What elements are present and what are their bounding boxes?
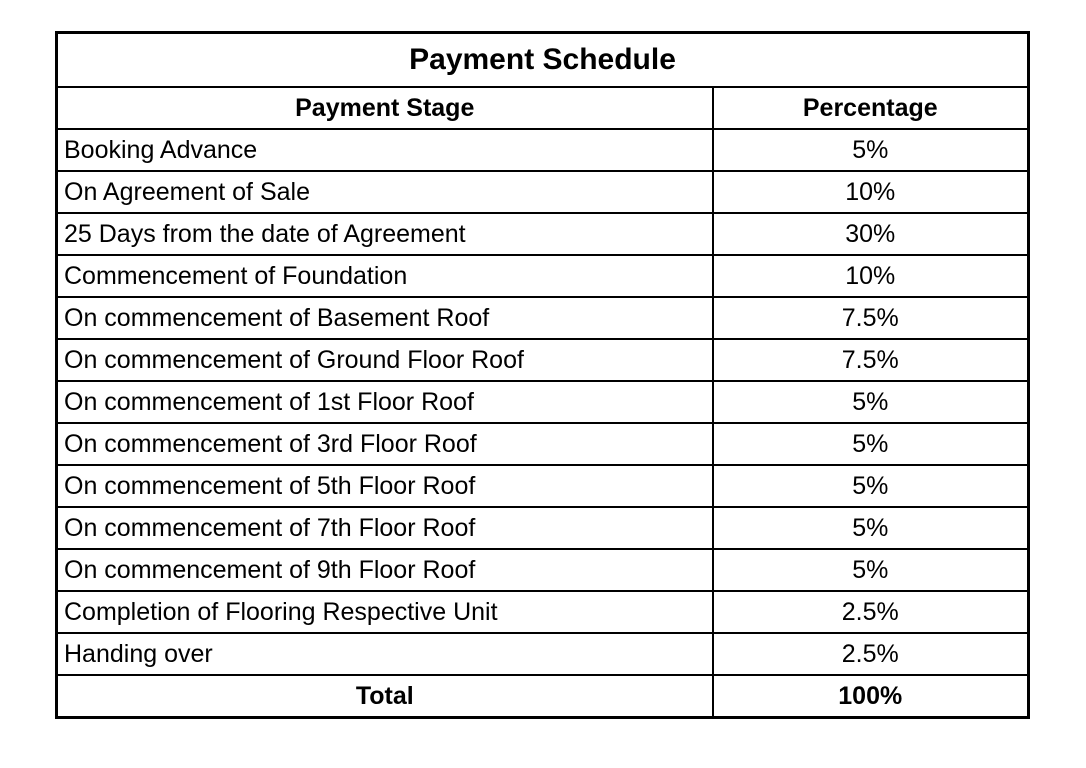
stage-cell: On commencement of 9th Floor Roof — [57, 549, 713, 591]
table-row — [57, 591, 1029, 633]
stage-cell: On commencement of Basement Roof — [57, 297, 713, 339]
percentage-cell: 10% — [713, 255, 1029, 297]
table-row — [57, 633, 1029, 675]
table-row — [57, 549, 1029, 591]
table-row — [57, 213, 1029, 255]
table-row — [57, 255, 1029, 297]
table-row — [57, 339, 1029, 381]
stage-cell: On commencement of Ground Floor Roof — [57, 339, 713, 381]
percentage-cell: 7.5% — [713, 297, 1029, 339]
percentage-cell: 2.5% — [713, 633, 1029, 675]
header-payment-stage: Payment Stage — [57, 87, 713, 129]
stage-cell: On commencement of 3rd Floor Roof — [57, 423, 713, 465]
stage-cell: 25 Days from the date of Agreement — [57, 213, 713, 255]
title-row — [57, 33, 1029, 88]
percentage-cell: 2.5% — [713, 591, 1029, 633]
table-row — [57, 129, 1029, 171]
percentage-cell: 5% — [713, 507, 1029, 549]
header-percentage: Percentage — [713, 87, 1029, 129]
table-row — [57, 171, 1029, 213]
percentage-cell: 5% — [713, 549, 1029, 591]
table-row — [57, 465, 1029, 507]
table-row — [57, 297, 1029, 339]
stage-cell: On commencement of 1st Floor Roof — [57, 381, 713, 423]
table-row — [57, 423, 1029, 465]
total-row — [57, 675, 1029, 718]
table-row — [57, 381, 1029, 423]
percentage-cell: 5% — [713, 129, 1029, 171]
percentage-cell: 10% — [713, 171, 1029, 213]
percentage-cell: 30% — [713, 213, 1029, 255]
header-row — [57, 87, 1029, 129]
stage-cell: On commencement of 5th Floor Roof — [57, 465, 713, 507]
stage-cell: Completion of Flooring Respective Unit — [57, 591, 713, 633]
table-row — [57, 507, 1029, 549]
percentage-cell: 5% — [713, 465, 1029, 507]
stage-cell: Handing over — [57, 633, 713, 675]
percentage-cell: 5% — [713, 423, 1029, 465]
stage-cell: Booking Advance — [57, 129, 713, 171]
percentage-cell: 7.5% — [713, 339, 1029, 381]
total-label: Total — [57, 675, 713, 718]
stage-cell: On Agreement of Sale — [57, 171, 713, 213]
total-percentage: 100% — [713, 675, 1029, 718]
stage-cell: Commencement of Foundation — [57, 255, 713, 297]
stage-cell: On commencement of 7th Floor Roof — [57, 507, 713, 549]
percentage-cell: 5% — [713, 381, 1029, 423]
table-title: Payment Schedule — [57, 33, 1029, 88]
payment-schedule-table — [55, 31, 1030, 719]
